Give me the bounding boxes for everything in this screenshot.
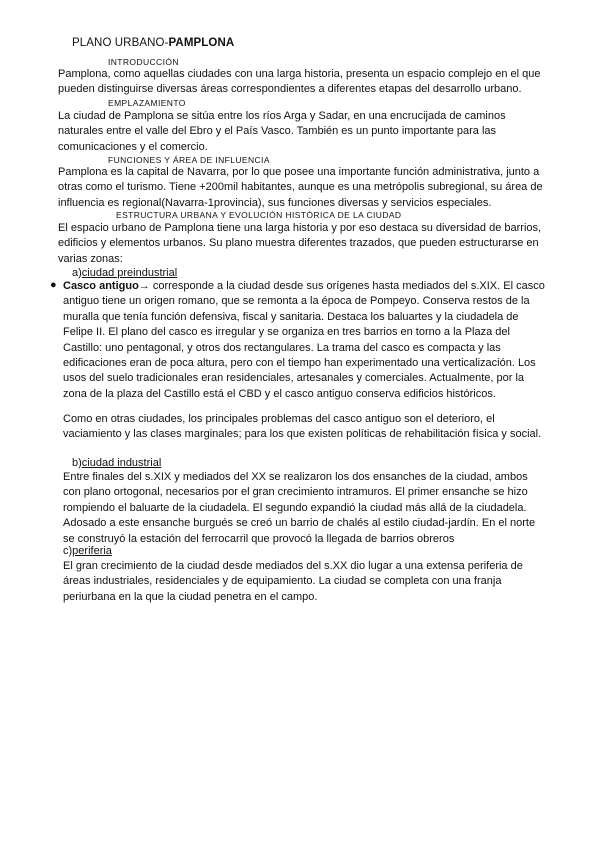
paragraph-emplazamiento: La ciudad de Pamplona se sitúa entre los ríos Arga y Sadar, en una encrucijada de caminos naturales entre el valle del Ebro y el País Vasco. También es un punto importante para las comunicaciones y el comercio. [58,110,506,153]
paragraph-introduccion: Pamplona, como aquellas ciudades con una larga historia, presenta un espacio complejo en el que pueden distinguirse diversas áreas correspondientes a diferentes etapas del desarrollo urbano. [58,68,541,96]
label-ciudad-industrial: ciudad industrial [81,457,162,469]
label-ciudad-preindustrial: ciudad preindustrial [81,267,178,279]
page-title [72,37,234,49]
paragraph-estructura: El espacio urbano de Pamplona tiene una larga historia y por eso destaca su diversidad de barrios, edificios y elementos urbanos. Su plano muestra diferentes trazados, que pueden estructurarse en varias zonas: [58,222,542,265]
heading-funciones: FUNCIONES Y ÁREA DE INFLUENCIA [108,155,270,165]
paragraph-casco-antiguo [63,279,548,402]
title-city: PAMPLONA [168,37,235,49]
paragraph-industrial: Entre finales del s.XIX y mediados del XX se realizaron los dos ensanches de la ciudad, ambos con plano ortogonal, necesarios por el gran crecimiento intramuros. El primer ensanche se hizo rompiendo el baluarte de la ciudadela. El segundo expandió la ciudad más allá de la ciudadela. Adosado a este ensanche burgués se creó un barrio de chalés al estilo ciudad-jardín. En el norte se construyó la estación del ferrocarril que provocó la llegada de barrios obreros [63,471,536,545]
term-casco-antiguo: Casco antiguo [63,280,139,292]
heading-introduccion: INTRODUCCIÓN [108,57,179,67]
marker-a: a) [72,267,82,279]
bullet-icon: ● [50,279,57,291]
subsection-periferia [63,544,112,559]
paragraph-funciones: Pamplona es la capital de Navarra, por lo que posee una importante función administrativa, junto a otras como el turismo. Tiene +200mil habitantes, aunque es una metrópolis subregional, su área de influencia es regional(Navarra-1provincia), sus funciones diversas y servicios especiales. [58,166,543,209]
marker-c: c) [63,545,73,557]
label-periferia: periferia [72,545,112,557]
title-prefix: PLANO URBANO- [72,37,169,49]
heading-estructura: ESTRUCTURA URBANA Y EVOLUCIÓN HISTÓRICA DE LA CIUDAD [116,210,402,220]
heading-emplazamiento: EMPLAZAMIENTO [108,98,186,108]
paragraph-periferia: El gran crecimiento de la ciudad desde mediados del s.XX dio lugar a una extensa periferia de áreas industriales, residenciales y de equipamiento. La ciudad se completa con una franja periurbana en la que la ciudad penetra en el campo. [63,560,523,603]
casco-antiguo-text: → corresponde a la ciudad desde sus orígenes hasta mediados del s.XIX. El casco antiguo tiene un origen romano, que se remonta a la época de Pompeyo. Conserva restos de la muralla que tenía función defensiva, fiscal y sanitaria. Destaca los baluartes y la ciudadela de Felipe II. El plano del casco es irregular y se organiza en tres barrios en torno a la Plaza del Castillo: uno pentagonal, y otros dos rectangulares. La trama del casco es compacta y las edificaciones eran de poca altura, pero con el tiempo han experimentado una verticalización. Los usos del suelo tradicionales eran residenciales, artesanales y comerciales. Actualmente, por la zona de la plaza del Castillo está el CBD y el casco antiguo conserva edificios históricos. [63,280,545,400]
paragraph-problemas: Como en otras ciudades, los principales problemas del casco antiguo son el deterioro, el vaciamiento y las clases marginales; para los que existen políticas de rehabilitación física y social. [63,413,542,441]
marker-b: b) [72,457,82,469]
